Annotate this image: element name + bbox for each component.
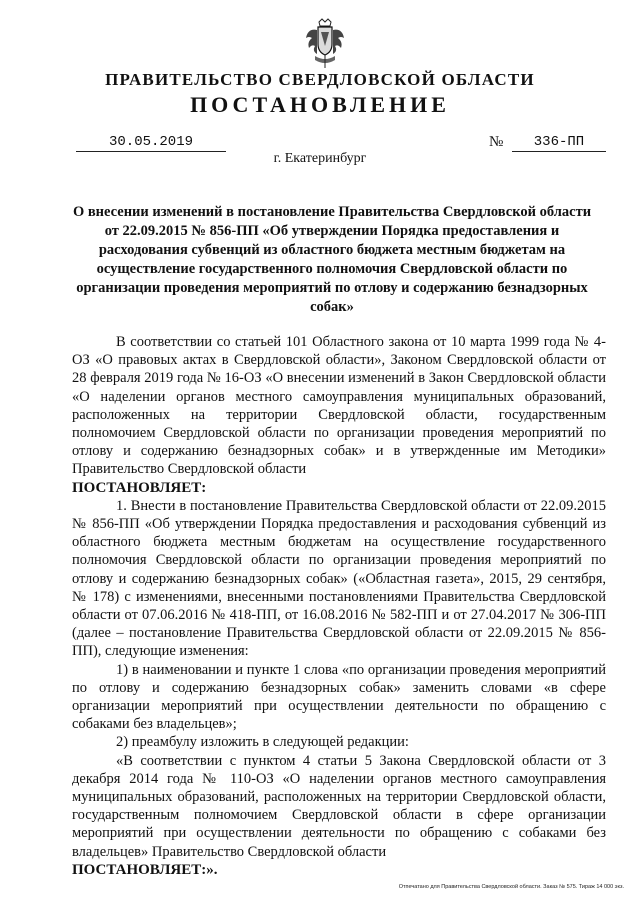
quote-paragraph: «В соответствии с пунктом 4 статьи 5 Закона Свердловской области от 3 декабря 2014 года № 110-ОЗ «О наделении органов местного самоуправления муниципальных образований, расположенных на территории Свердловской области, государственным полномочием Свердловской области в сфере организации мероприятий при осуществлении деятельности по обращению с собаками без владельцев» Правительство Свердловской области	[72, 752, 606, 860]
city: г. Екатеринбург	[273, 151, 367, 166]
organization-name: ПРАВИТЕЛЬСТВО СВЕРДЛОВСКОЙ ОБЛАСТИ	[105, 70, 535, 89]
document-date: 30.05.2019	[76, 134, 226, 152]
coat-of-arms-icon	[303, 18, 347, 70]
document-type: ПОСТАНОВЛЕНИЕ	[190, 92, 450, 117]
item-1-paragraph: 1. Внести в постановление Правительства Свердловской области от 22.09.2015 № 856-ПП «Об утверждении Порядка предоставления и расходования субвенций из областного бюджета местным бюджетам на осуществление государственного полномочия Свердловской области по организации проведения мероприятий по отлову и содержанию безнадзорных собак» («Областная газета», 2015, 29 сентября, № 178) с изменениями, внесенными постановлениями Правительства Свердловской области от 07.06.2016 № 418-ПП, от 16.08.2016 № 582-ПП и от 27.04.2017 № 306-ПП (далее – постановление Правительства Свердловской области от 22.09.2015 № 856-ПП), следующие изменения:	[72, 497, 606, 660]
document-title: О внесении изменений в постановление Правительства Свердловской области от 22.09.2015 № 856-ПП «Об утверждении Порядка предоставления и расходования субвенций из областного бюджета местным бюджетам на осуществление государственного полномочия Свердловской области по организации проведения мероприятий по отлову и содержанию безнадзорных собак»	[72, 204, 592, 315]
document-body	[72, 333, 606, 879]
quote-ending	[72, 861, 606, 879]
print-footer: Отпечатано для Правительства Свердловской области. Заказ № 575. Тираж 14 000 экз.	[398, 884, 624, 890]
preamble-paragraph: В соответствии со статьей 101 Областного закона от 10 марта 1999 года № 4-ОЗ «О правовых актах в Свердловской области», Законом Свердловской области от 28 февраля 2019 года № 16-ОЗ «О внесении изменений в Закон Свердловской области «О наделении органов местного самоуправления муниципальных образований, расположенных на территории Свердловской области, государственным полномочием Свердловской области по организации проведения мероприятий по отлову и содержанию безнадзорных собак» и в утвержденные им Методики» Правительство Свердловской области	[72, 334, 606, 478]
subitem-1-paragraph: 1) в наименовании и пункте 1 слова «по организации проведения мероприятий по отлову и содержанию безнадзорных собак» заменить словами «в сфере организации мероприятий при осуществлении деятельности по обращению с собаками без владельцев»;	[72, 661, 606, 733]
quote-ending-bold: ПОСТАНОВЛЯЕТ:	[72, 861, 207, 878]
document-number: 336-ПП	[512, 134, 606, 152]
subitem-2-paragraph: 2) преамбулу изложить в следующей редакции:	[116, 734, 409, 751]
resolves-heading: ПОСТАНОВЛЯЕТ:	[72, 479, 207, 496]
number-sign: №	[489, 134, 504, 150]
quote-ending-tail: ».	[206, 861, 218, 878]
